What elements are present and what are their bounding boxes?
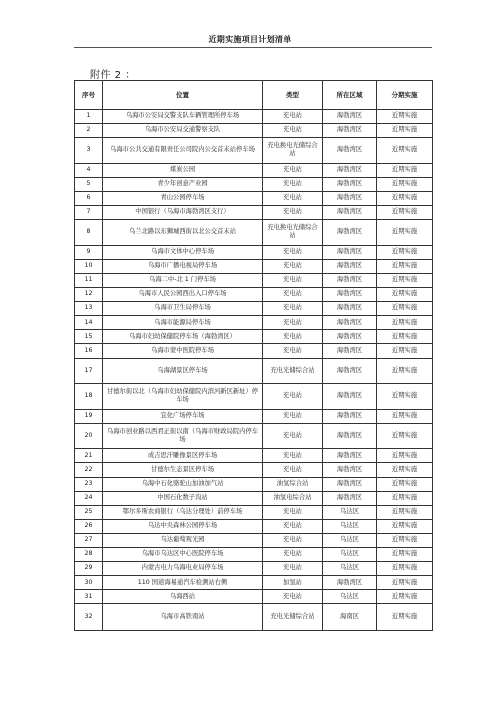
cell-location: 乌兰北路以东狮城西街以北公交首末站 [103,220,263,246]
cell-index: 30 [75,576,103,590]
cell-district: 乌达区 [323,548,377,562]
cell-district: 海勃湾区 [323,384,377,410]
cell-type: 充电站 [263,124,323,138]
cell-index: 22 [75,463,103,477]
cell-district: 乌达区 [323,590,377,604]
cell-district: 海勃湾区 [323,576,377,590]
cell-district: 海勃湾区 [323,409,377,423]
cell-district: 海勃湾区 [323,124,377,138]
table-row [75,302,433,316]
column-header-phase: 分期实施 [377,81,433,110]
table-row [75,548,433,562]
cell-district: 海勃湾区 [323,288,377,302]
table-row [75,477,433,491]
table-row [75,220,433,246]
cell-district: 海勃湾区 [323,177,377,191]
cell-index: 17 [75,358,103,384]
cell-type: 充电站 [263,316,323,330]
cell-index: 9 [75,245,103,259]
cell-type: 充电站 [263,288,323,302]
cell-location: 乌海二中-北 1 门停车场 [103,273,263,287]
cell-district: 海勃湾区 [323,259,377,273]
cell-index: 24 [75,491,103,505]
cell-index: 2 [75,124,103,138]
cell-type: 充电站 [263,330,323,344]
table-row [75,505,433,519]
cell-phase: 近期实施 [377,576,433,590]
cell-type: 充电站 [263,423,323,449]
cell-type: 充电站 [263,505,323,519]
cell-index: 20 [75,423,103,449]
cell-index: 1 [75,110,103,124]
table-row [75,590,433,604]
cell-district: 乌达区 [323,562,377,576]
cell-type: 充电站 [263,191,323,205]
header-divider [74,47,432,48]
cell-type: 充电站 [263,245,323,259]
column-header-type: 类型 [263,81,323,110]
cell-index: 5 [75,177,103,191]
project-plan-table [74,80,433,631]
cell-phase: 近期实施 [377,519,433,533]
cell-index: 15 [75,330,103,344]
cell-index: 26 [75,519,103,533]
table-row [75,273,433,287]
cell-location: 乌达葡萄观光园 [103,533,263,547]
cell-index: 13 [75,302,103,316]
table-row [75,384,433,410]
cell-index: 7 [75,206,103,220]
table-row [75,449,433,463]
cell-index: 10 [75,259,103,273]
cell-phase: 近期实施 [377,330,433,344]
cell-type: 加氢站 [263,576,323,590]
cell-phase: 近期实施 [377,245,433,259]
cell-type: 充电站 [263,463,323,477]
table-header-row [75,81,433,110]
table-row [75,138,433,164]
cell-index: 18 [75,384,103,410]
cell-location: 乌海西站 [103,590,263,604]
cell-type: 充电站 [263,259,323,273]
cell-location: 煤炭公园 [103,163,263,177]
cell-type: 充电站 [263,110,323,124]
cell-index: 16 [75,344,103,358]
cell-index: 11 [75,273,103,287]
table-row [75,110,433,124]
table-row [75,463,433,477]
cell-phase: 近期实施 [377,491,433,505]
cell-index: 28 [75,548,103,562]
cell-location: 乌海中石化骆驼山加油加气站 [103,477,263,491]
cell-type: 充电站 [263,302,323,316]
table-row [75,177,433,191]
cell-location: 乌海市创业路以西君正街以南（乌海市财政局院内停车场 [103,423,263,449]
cell-type: 油氢电综合站 [263,491,323,505]
cell-location: 中国银行（乌海市海勃湾区支行） [103,206,263,220]
cell-location: 乌海市妇幼保健院停车场（海勃湾区） [103,330,263,344]
table-row [75,124,433,138]
cell-phase: 近期实施 [377,409,433,423]
table-row [75,491,433,505]
cell-phase: 近期实施 [377,590,433,604]
cell-district: 海勃湾区 [323,344,377,358]
cell-location: 乌达中央森林公园停车场 [103,519,263,533]
cell-location: 宜化广场停车场 [103,409,263,423]
cell-type: 充电站 [263,206,323,220]
cell-district: 海勃湾区 [323,273,377,287]
cell-index: 6 [75,191,103,205]
cell-type: 油氢综合站 [263,477,323,491]
cell-district: 海勃湾区 [323,477,377,491]
cell-type: 充电站 [263,590,323,604]
cell-phase: 近期实施 [377,604,433,631]
cell-index: 8 [75,220,103,246]
cell-phase: 近期实施 [377,177,433,191]
cell-district: 海勃湾区 [323,302,377,316]
cell-index: 25 [75,505,103,519]
cell-district: 海勃湾区 [323,330,377,344]
table-row [75,533,433,547]
cell-location: 乌海湖景区停车场 [103,358,263,384]
table-row [75,288,433,302]
cell-district: 海勃湾区 [323,191,377,205]
cell-type: 充电站 [263,273,323,287]
cell-phase: 近期实施 [377,505,433,519]
cell-location: 乌海市广播电视局停车场 [103,259,263,273]
cell-index: 29 [75,562,103,576]
cell-phase: 近期实施 [377,163,433,177]
cell-index: 31 [75,590,103,604]
cell-district: 海勃湾区 [323,358,377,384]
cell-phase: 近期实施 [377,259,433,273]
cell-location: 乌海市公安局交通警察支队 [103,124,263,138]
cell-phase: 近期实施 [377,206,433,220]
cell-index: 14 [75,316,103,330]
cell-district: 海勃湾区 [323,463,377,477]
cell-phase: 近期实施 [377,288,433,302]
cell-location: 乌海市公安局交警支队车辆管理所停车场 [103,110,263,124]
cell-type: 充电站 [263,449,323,463]
cell-district: 海勃湾区 [323,491,377,505]
cell-district: 海勃湾区 [323,449,377,463]
cell-index: 12 [75,288,103,302]
cell-phase: 近期实施 [377,110,433,124]
cell-district: 海南区 [323,604,377,631]
cell-phase: 近期实施 [377,562,433,576]
cell-type: 充电站 [263,548,323,562]
cell-index: 21 [75,449,103,463]
table-row [75,562,433,576]
cell-index: 19 [75,409,103,423]
cell-location: 乌海市文体中心停车场 [103,245,263,259]
cell-index: 3 [75,138,103,164]
cell-district: 海勃湾区 [323,206,377,220]
table-row [75,409,433,423]
table-row [75,344,433,358]
table-row [75,576,433,590]
cell-location: 乌海市能源局停车场 [103,316,263,330]
table-row [75,423,433,449]
cell-index: 32 [75,604,103,631]
cell-district: 海勃湾区 [323,163,377,177]
table-body [75,110,433,631]
cell-location: 乌海市蒙中医院停车场 [103,344,263,358]
cell-location: 鄂尔多斯农商银行（乌达分理处）前停车场 [103,505,263,519]
cell-district: 海勃湾区 [323,245,377,259]
cell-district: 海勃湾区 [323,138,377,164]
cell-location: 乌海市人民公园西出入口停车场 [103,288,263,302]
table-row [75,245,433,259]
column-header-district: 所在区域 [323,81,377,110]
cell-district: 乌达区 [323,519,377,533]
table-row [75,358,433,384]
cell-location: 甘德尔街以北（乌海市妇幼保健院内滨河新区新址）停车场 [103,384,263,410]
attachment-label: 附件 2 ： [90,70,136,81]
table-row [75,191,433,205]
cell-district: 海勃湾区 [323,220,377,246]
cell-location: 乌海市高铁南站 [103,604,263,631]
cell-index: 27 [75,533,103,547]
cell-type: 充电光储综合站 [263,604,323,631]
cell-type: 充电光储综合站 [263,358,323,384]
cell-type: 充电站 [263,384,323,410]
cell-type: 充电站 [263,533,323,547]
cell-phase: 近期实施 [377,220,433,246]
cell-phase: 近期实施 [377,548,433,562]
cell-type: 充电换电光储综合站 [263,138,323,164]
cell-phase: 近期实施 [377,273,433,287]
cell-location: 乌海市公共交通有限责任公司院内公交首末站停车场 [103,138,263,164]
cell-type: 充电站 [263,177,323,191]
cell-type: 充电换电光储综合站 [263,220,323,246]
cell-phase: 近期实施 [377,302,433,316]
cell-phase: 近期实施 [377,533,433,547]
cell-district: 海勃湾区 [323,423,377,449]
cell-location: 成吉思汗雕像景区停车场 [103,449,263,463]
table-row [75,206,433,220]
cell-type: 充电站 [263,562,323,576]
cell-index: 4 [75,163,103,177]
cell-phase: 近期实施 [377,463,433,477]
cell-index: 23 [75,477,103,491]
cell-type: 充电站 [263,409,323,423]
cell-type: 充电站 [263,344,323,358]
cell-phase: 近期实施 [377,423,433,449]
cell-phase: 近期实施 [377,138,433,164]
table-row [75,316,433,330]
page-title: 近期实施项目计划清单 [208,35,292,44]
cell-type: 充电站 [263,519,323,533]
table-row [75,259,433,273]
cell-district: 海勃湾区 [323,110,377,124]
table-row [75,330,433,344]
cell-phase: 近期实施 [377,477,433,491]
cell-location: 甘德尔生态景区停车场 [103,463,263,477]
cell-type: 充电站 [263,163,323,177]
cell-location: 110 国道海易通汽车检测站右侧 [103,576,263,590]
table-row [75,163,433,177]
table-row [75,519,433,533]
cell-phase: 近期实施 [377,358,433,384]
cell-location: 内蒙古电力乌海电业局停车场 [103,562,263,576]
cell-location: 乌海市卫生局停车场 [103,302,263,316]
cell-location: 青山公园停车场 [103,191,263,205]
cell-phase: 近期实施 [377,384,433,410]
column-header-location: 位置 [103,81,263,110]
cell-phase: 近期实施 [377,124,433,138]
cell-location: 青少年创意产业园 [103,177,263,191]
cell-district: 乌达区 [323,505,377,519]
cell-district: 海勃湾区 [323,316,377,330]
cell-phase: 近期实施 [377,344,433,358]
cell-phase: 近期实施 [377,191,433,205]
cell-location: 中国石化数子沟站 [103,491,263,505]
cell-phase: 近期实施 [377,449,433,463]
cell-location: 乌海市乌达区中心医院停车场 [103,548,263,562]
column-header-index: 序号 [75,81,103,110]
table-row [75,604,433,631]
cell-district: 乌达区 [323,533,377,547]
cell-phase: 近期实施 [377,316,433,330]
